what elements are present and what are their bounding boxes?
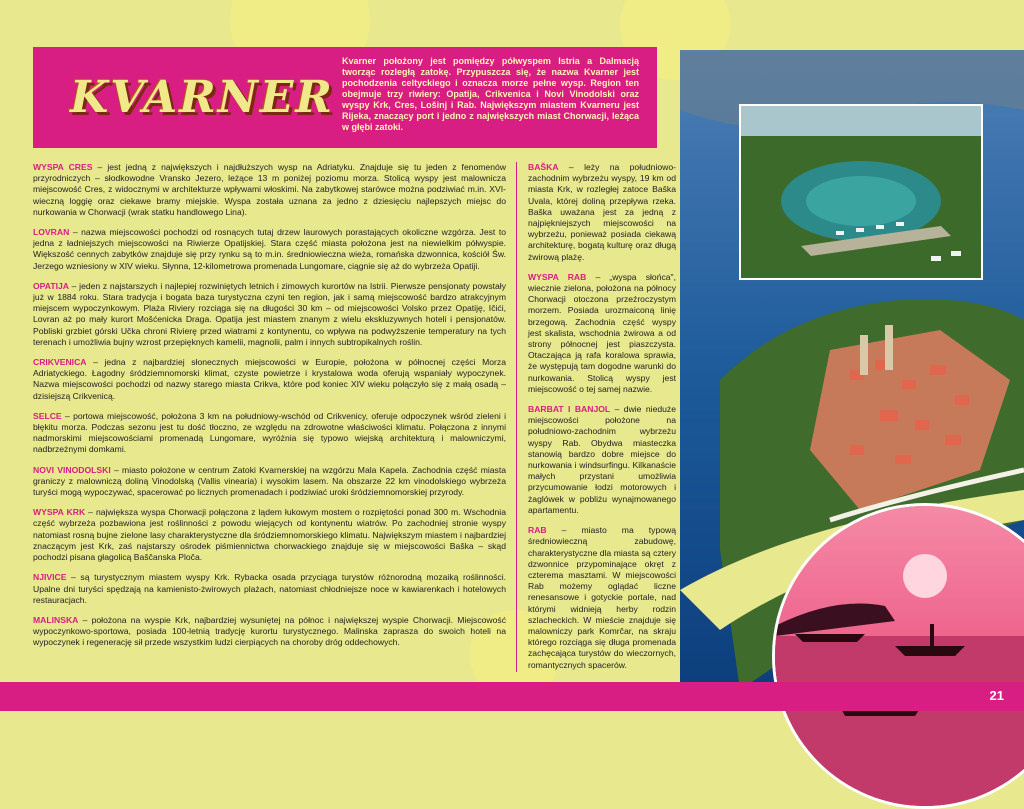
section-paragraph <box>33 162 506 218</box>
section-paragraph <box>528 525 676 671</box>
section-heading: NJIVICE <box>33 572 67 583</box>
section-paragraph <box>528 272 676 395</box>
section-body: – miasto położone w centrum Zatoki Kvarnerskiej na wzgórzu Mala Kapela. Zachodnia część miasta graniczy z malowniczą doliną Vinodolską (Vallis vinearia) i wysokim lasem. Na obszarze 22 km vinodolskiego wybrzeża turyści mogą wypoczywać, spacerować po licznych promenadach i podziwiać uroki śródziemnomorskiej przyrody. <box>33 464 507 498</box>
section-body: – największa wyspa Chorwacji połączona z lądem łukowym mostem o rozpiętości ponad 300 m. Wschodnia część wybrzeża pozbawiona jest roślinności z powodu wiejących od kontynentu wiatrów. Po zachodniej stronie wyspy natomiast rosną bujne zielone lasy charakterystyczne dla śródziemnomorskiego klimatu. Największym miastem i najbardziej znaczącym jest Krk, zaś najstarszy ośrodek piśmiennictwa chorwackiego znajduje się w miejscowości Baška – skąd pochodzi pisana głagolicą Baščanska Ploča. <box>33 507 507 563</box>
page-number: 21 <box>989 688 1004 703</box>
footer-bar <box>0 682 1024 711</box>
section-heading: RAB <box>528 525 547 536</box>
section-paragraph <box>33 465 506 499</box>
section-body: – jeden z najstarszych i najlepiej rozwiniętych letnich i zimowych kurortów na Istrii. Pierwsze pensjonaty powstały już w 1884 roku. Stara tradycja i bogata baza turystyczna czyni ten region, jak i samą miejscowość bardzo atrakcyjnym miejscem wypoczynkowym. Plaża Riviery rozciąga się na długości 30 km – od miejscowości Volsko przez Opatiję, Ičići, Lovran aż po mały kurort Mošćenicka Draga. Opatija jest miastem znanym z wielu ekskluzywnych hoteli i pensjonatów. Pobliski grzbiet górski Učka chroni Rivierę przed wiatrami z kontynentu, co wpływa na podwyższenie temperatury na tych terenach i umożliwia bujny wzrost przepięknych kamelii, magnolii, palm i innych subtropikalnych roślin. <box>33 280 506 347</box>
section-paragraph <box>33 572 506 606</box>
section-heading: CRIKVENICA <box>33 357 87 368</box>
section-heading: BARBAT I BANJOL <box>528 404 611 415</box>
section-body: – położona na wyspie Krk, najbardziej wysuniętej na północ i największej wyspie Chorwacji. Miejscowość wypoczynkowo-sportowa, posiada 100-letnią tradycję kurortu turystycznego. Malinska zaprasza do swoich hoteli na wypoczynek i regenerację sił przede wszystkim ludzi cierpiących na choroby dróg oddechowych. <box>33 614 506 648</box>
section-heading: WYSPA CRES <box>33 162 93 172</box>
section-body: – dwie nieduże miejscowości położone na południowo-zachodnim wybrzeżu wyspy Rab. Obydwa miasteczka stanowią bardzo dobre miejsce do nurkowania i windsurfingu. Kilkanaście małych przystani umożliwia przycumowanie łodzi motorowych i żaglówek w pobliżu wynajmowanego apartamentu. <box>528 404 676 515</box>
section-body: – jest jedną z największych i najdłuższych wysp na Adriatyku. Znajduje się tu jeden z fenomenów przyrodniczych – słodkowodne Vransko Jezero, leżące 13 m poniżej poziomu morza. Stolicą wyspy jest malownicza miejscowość Cres, z widocznymi w architekturze wpływami włoskimi. Na zabytkowej starówce można podziwiać m.in. XVI-wieczną loggię oraz ciekawe bramy miejskie. Wyspa została uznana za jedno z dziesięciu najlepszych miejsc do nurkowania w Chorwacji (wrak statku handlowego Lina). <box>33 162 506 217</box>
section-paragraph <box>33 615 506 649</box>
page-title: KVARNER <box>70 72 334 123</box>
harbour-image <box>741 106 981 278</box>
section-body: – są turystycznym miastem wyspy Krk. Rybacka osada przyciąga turystów różnorodną mozaiką roślinności. Upalne dni turyści spędzają na kamienisto-żwirowych plażach, natomiast chłodniejsze noce w kawiarenkach i hotelowych restauracjach. <box>33 572 506 605</box>
left-column <box>33 162 506 658</box>
section-heading: SELCE <box>33 410 62 421</box>
section-paragraph <box>33 357 506 402</box>
section-heading: WYSPA RAB <box>528 271 587 282</box>
section-heading: NOVI VINODOLSKI <box>33 464 111 475</box>
middle-column <box>528 162 676 680</box>
section-paragraph <box>528 162 676 263</box>
section-body: – leży na południowo-zachodnim wybrzeżu wyspy, 19 km od miasta Krk, w rozległej zatoce Baška Uvala, której doliną przepływa rzeka. Baška uważana jest za jedną z najpiękniejszych miejscowości na wybrzeżu, ponieważ posiada ciekawą architekturę, bogatą kulturę oraz długą żwirową plażę. <box>528 162 676 262</box>
section-paragraph <box>33 227 506 272</box>
section-body: – portowa miejscowość, położona 3 km na południowy-wschód od Crikvenicy, oferuje odpoczynek wśród zieleni i błękitu morza. Podczas sezonu jest tu dość tłoczno, ze względu na zdrowotne właściwości klimatu. Połączona z innymi nadmorskimi miejscowościami promenadą Lungomare, wyróżnia się typowo wiejską architekturą i malowniczymi, nadbrzeżnymi domkami. <box>33 410 506 455</box>
section-body: – nazwa miejscowości pochodzi od rosnących tutaj drzew laurowych porastających okoliczne wzgórza. Jest to jedna z ładniejszych miejscowości na Riwierze Opatijskiej. Stara część miasta położona jest na niewielkim półwyspie. Większość cennych zabytków znajduje się przy rynku są to m.in. średniowieczna wieża, romańska dzwonnica, kościół Św. Jerzego wzniesiony w XIV wieku. Słynna, 12-kilometrowa promenada Lungomare, ciągnie się aż do wybrzeża Opatiji. <box>33 227 506 271</box>
section-body: – miasto ma typową średniowieczną zabudowę, charakterystyczne dla miasta są cztery dzwonnice przypominające okręt z czterema masztami. W miejscowości Rab możemy oglądać liczne renesansowe i gotyckie portale, nad którymi widnieją herby rodzin szlacheckich. W mieście znajduje się malowniczy park Komrčar, na skraju którego rozciąga się długa promenada zachęcająca turystów do wieczornych, romantycznych spacerów. <box>528 525 676 670</box>
section-heading: OPATIJA <box>33 280 69 291</box>
sunset-image <box>775 506 1024 806</box>
column-divider <box>516 162 517 672</box>
section-paragraph <box>33 281 506 348</box>
section-heading: MALINSKA <box>33 614 79 625</box>
bay-photo <box>739 104 983 280</box>
section-heading: LOVRAN <box>33 227 70 238</box>
section-body: – „wyspa słońca", wiecznie zielona, położona na północy Chorwacji otoczona przeźroczystym morzem. Posiada urozmaiconą linię brzegową. Zachodnia część wyspy jest skalista, wschodnia żwirowa a od strony północnej jest piaszczysta. Otaczająca ją rafa koralowa sprawia, że występują tam dogodne warunki do nurkowania. Stolicą wyspy jest miejscowość o tej samej nazwie. <box>528 271 676 394</box>
section-heading: BAŠKA <box>528 162 559 172</box>
section-heading: WYSPA KRK <box>33 507 86 518</box>
intro-text: Kvarner położony jest pomiędzy półwyspem Istria a Dalmacją tworząc rozległą zatokę. Przypuszcza się, że nazwa Kvarner jest pochodzenia celtyckiego i oznacza morze pełne wysp. Region ten obejmuje trzy riwiery: Opatija, Crikvenica i Novi Vinodolski oraz wyspy Krk, Cres, Lošinj i Rab. Największym miastem Kvarneru jest Rijeka, znaczący port i jedno z największych miast Chorwacji, leżąca w głębi zatoki. <box>342 56 639 132</box>
section-body: – jedna z najbardziej słonecznych miejscowości w Europie, położona w północnej części Morza Adriatyckiego. Łagodny śródziemnomorski klimat, czyste powietrze i krystalowa woda oferują wspaniały wypoczynek. Nazwa miejscowości pochodzi od nazwy starego miasta Crikva, które pod koniec XIV wieku połączyło się z małą osadą – dzisiejszą Crikvenicą. <box>33 357 506 401</box>
section-paragraph <box>33 411 506 456</box>
section-paragraph <box>528 404 676 516</box>
section-paragraph <box>33 507 506 563</box>
